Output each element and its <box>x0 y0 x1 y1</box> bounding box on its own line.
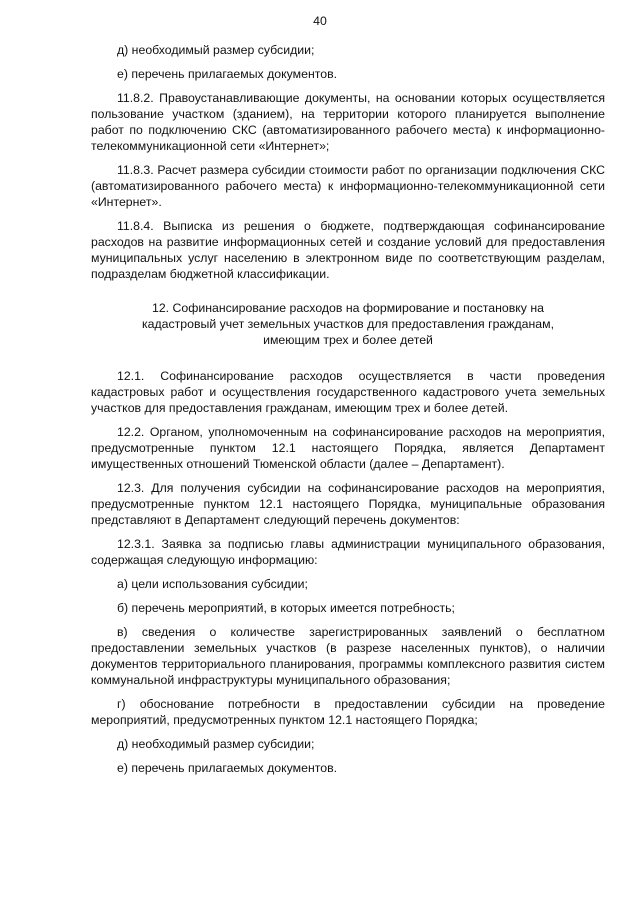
paragraph-11-8-4: 11.8.4. Выписка из решения о бюджете, подтверждающая софинансирование расходов на развитие информационных сетей и создание условий для предоставления муниципальных услуг населению в электронном виде по соответствующим разделам, подразделам бюджетной классификации. <box>91 219 605 281</box>
paragraph-item-b: б) перечень мероприятий, в которых имеется потребность; <box>117 601 455 615</box>
paragraph-item-e: е) перечень прилагаемых документов. <box>117 67 338 81</box>
page-content <box>91 42 605 784</box>
paragraph-item-v: в) сведения о количестве зарегистрированных заявлений о бесплатном предоставлении земельных участков (в разрезе населенных пунктов), о наличии документов территориального планирования, программы комплексного развития систем коммунальной инфраструктуры муниципального образования; <box>91 625 605 687</box>
page-number: 40 <box>313 14 327 28</box>
paragraph-12-3: 12.3. Для получения субсидии на софинансирование расходов на мероприятия, предусмотренные пунктом 12.1 настоящего Порядка, муниципальные образования представляют в Департамент следующий перечень документов: <box>91 481 605 527</box>
paragraph-item-e-2: е) перечень прилагаемых документов. <box>117 761 338 775</box>
paragraph-item-d: д) необходимый размер субсидии; <box>117 43 315 57</box>
paragraph-item-d-2: д) необходимый размер субсидии; <box>117 737 315 751</box>
section-heading-12: 12. Софинансирование расходов на формирование и постановку на кадастровый учет земельных участков для предоставления гражданам, имеющим трех и более детей <box>141 301 555 347</box>
paragraph-11-8-2: 11.8.2. Правоустанавливающие документы, на основании которых осуществляется пользование участком (зданием), на территории которого планируется выполнение работ по подключению СКС (автоматизированного рабочего места) к информационно-телекоммуникационной сети «Интернет»; <box>91 91 605 153</box>
paragraph-12-1: 12.1. Софинансирование расходов осуществляется в части проведения кадастровых работ и осуществления государственного кадастрового учета земельных участков для предоставления гражданам, имеющим трех и более детей. <box>91 369 605 415</box>
paragraph-item-a: а) цели использования субсидии; <box>117 577 308 591</box>
paragraph-12-3-1: 12.3.1. Заявка за подписью главы администрации муниципального образования, содержащая следующую информацию: <box>91 537 605 567</box>
paragraph-11-8-3: 11.8.3. Расчет размера субсидии стоимости работ по организации подключения СКС (автоматизированного рабочего места) к информационно-телекоммуникационной сети «Интернет». <box>91 163 605 209</box>
paragraph-12-2: 12.2. Органом, уполномоченным на софинансирование расходов на мероприятия, предусмотренные пунктом 12.1 настоящего Порядка, является Департамент имущественных отношений Тюменской области (далее – Департамент). <box>91 425 605 471</box>
paragraph-item-g: г) обоснование потребности в предоставлении субсидии на проведение мероприятий, предусмотренных пунктом 12.1 настоящего Порядка; <box>91 697 605 727</box>
